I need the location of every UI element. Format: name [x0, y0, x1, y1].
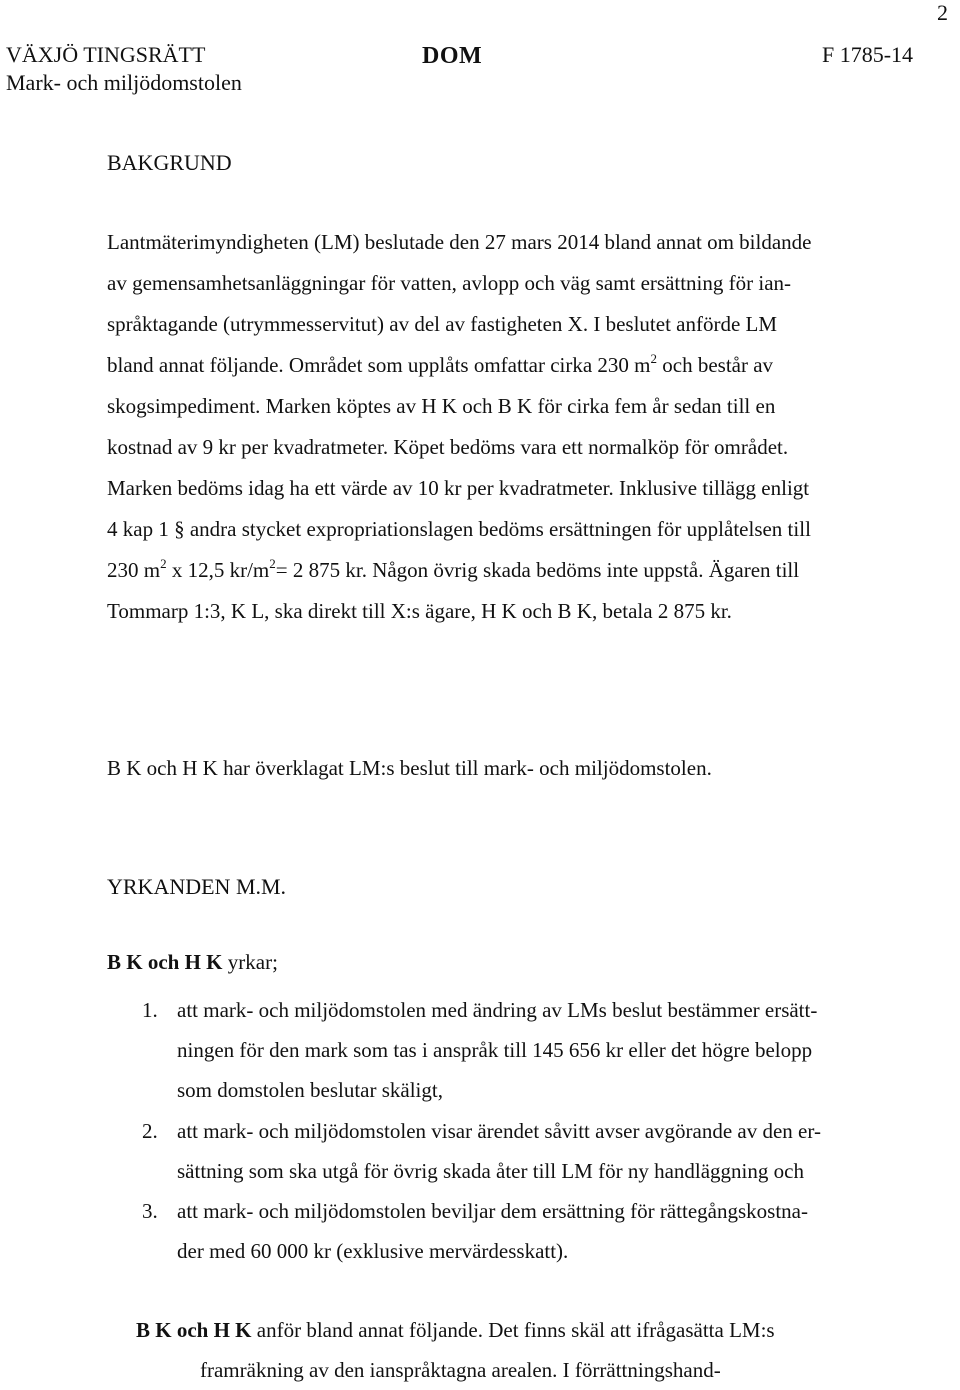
paragraph-line: av gemensamhetsanläggningar för vatten, avlopp och väg samt ersättning för ian- — [107, 271, 792, 295]
parties: B K och H K — [107, 950, 223, 974]
paragraph-line: Lantmäterimyndigheten (LM) beslutade den 27 mars 2014 bland annat om bildande — [107, 230, 812, 254]
list-item-number: 2. — [142, 1119, 158, 1143]
list-item-line: att mark- och miljödomstolen beviljar dem ersättning för rättegångskostna- — [177, 1199, 808, 1223]
paragraph-line: språktagande (utrymmesservitut) av del av fastigheten X. I beslutet anförde LM — [107, 312, 778, 336]
argument-line-1: B K och H K anför bland annat följande. Det finns skäl att ifrågasätta LM:s — [136, 1318, 775, 1342]
paragraph-sign: § — [174, 517, 185, 541]
paragraph-line: kostnad av 9 kr per kvadratmeter. Köpet bedöms vara ett normalköp för området. — [107, 435, 789, 459]
claims-list — [107, 990, 907, 1280]
parties: B K och H K — [136, 1318, 252, 1342]
list-item-line: som domstolen beslutar skäligt, — [177, 1078, 443, 1102]
list-item-number: 3. — [142, 1199, 158, 1223]
superscript: 2 — [650, 351, 658, 366]
argument-line-2: framräkning av den ianspråktagna arealen. I förrättningshand- — [200, 1358, 721, 1382]
page-number: 2 — [937, 0, 948, 25]
superscript: 2 — [160, 556, 167, 571]
list-item-line: der med 60 000 kr (exklusive mervärdesskatt). — [177, 1239, 569, 1263]
superscript: 2 — [269, 556, 276, 571]
court-division: Mark- och miljödomstolen — [6, 70, 242, 95]
list-item-line: att mark- och miljödomstolen visar ärendet såvitt avser avgörande av den er- — [177, 1119, 821, 1143]
section-heading-background: BAKGRUND — [107, 150, 232, 175]
claims-intro: B K och H K yrkar; — [107, 950, 278, 974]
list-item-number: 1. — [142, 998, 158, 1022]
appeal-sentence: B K och H K har överklagat LM:s beslut till mark- och miljödomstolen. — [107, 756, 712, 780]
paragraph-line: skogsimpediment. Marken köptes av H K och B K för cirka fem år sedan till en — [107, 394, 776, 418]
paragraph-line: Marken bedöms idag ha ett värde av 10 kr per kvadratmeter. Inklusive tillägg enligt — [107, 476, 810, 500]
list-item-line: att mark- och miljödomstolen med ändring av LMs beslut bestämmer ersätt- — [177, 998, 818, 1022]
list-item-line: ningen för den mark som tas i anspråk till 145 656 kr eller det högre belopp — [177, 1038, 813, 1062]
background-paragraph — [107, 222, 907, 642]
list-item-line: sättning som ska utgå för övrig skada åter till LM för ny handläggning och — [177, 1159, 804, 1183]
section-heading-claims: YRKANDEN M.M. — [107, 874, 287, 899]
court-name: VÄXJÖ TINGSRÄTT — [6, 42, 206, 67]
case-number: F 1785-14 — [822, 42, 914, 67]
document-type: DOM — [422, 43, 483, 69]
paragraph-line: bland annat följande. Området som upplåts omfattar cirka 230 $m^2$ och består av — [107, 351, 774, 377]
paragraph-line: Tommarp 1:3, K L, ska direkt till X:s ägare, H K och B K, betala 2 875 kr. — [107, 599, 732, 623]
paragraph-line: 4 kap 1 § andra stycket expropriationslagen bedöms ersättningen för upplåtelsen till — [107, 517, 811, 541]
paragraph-line: 230 $m^2$ x 12,5 $kr/m^2= 2$ 875 kr. Någon övrig skada bedöms inte uppstå. Ägaren till — [107, 556, 800, 582]
